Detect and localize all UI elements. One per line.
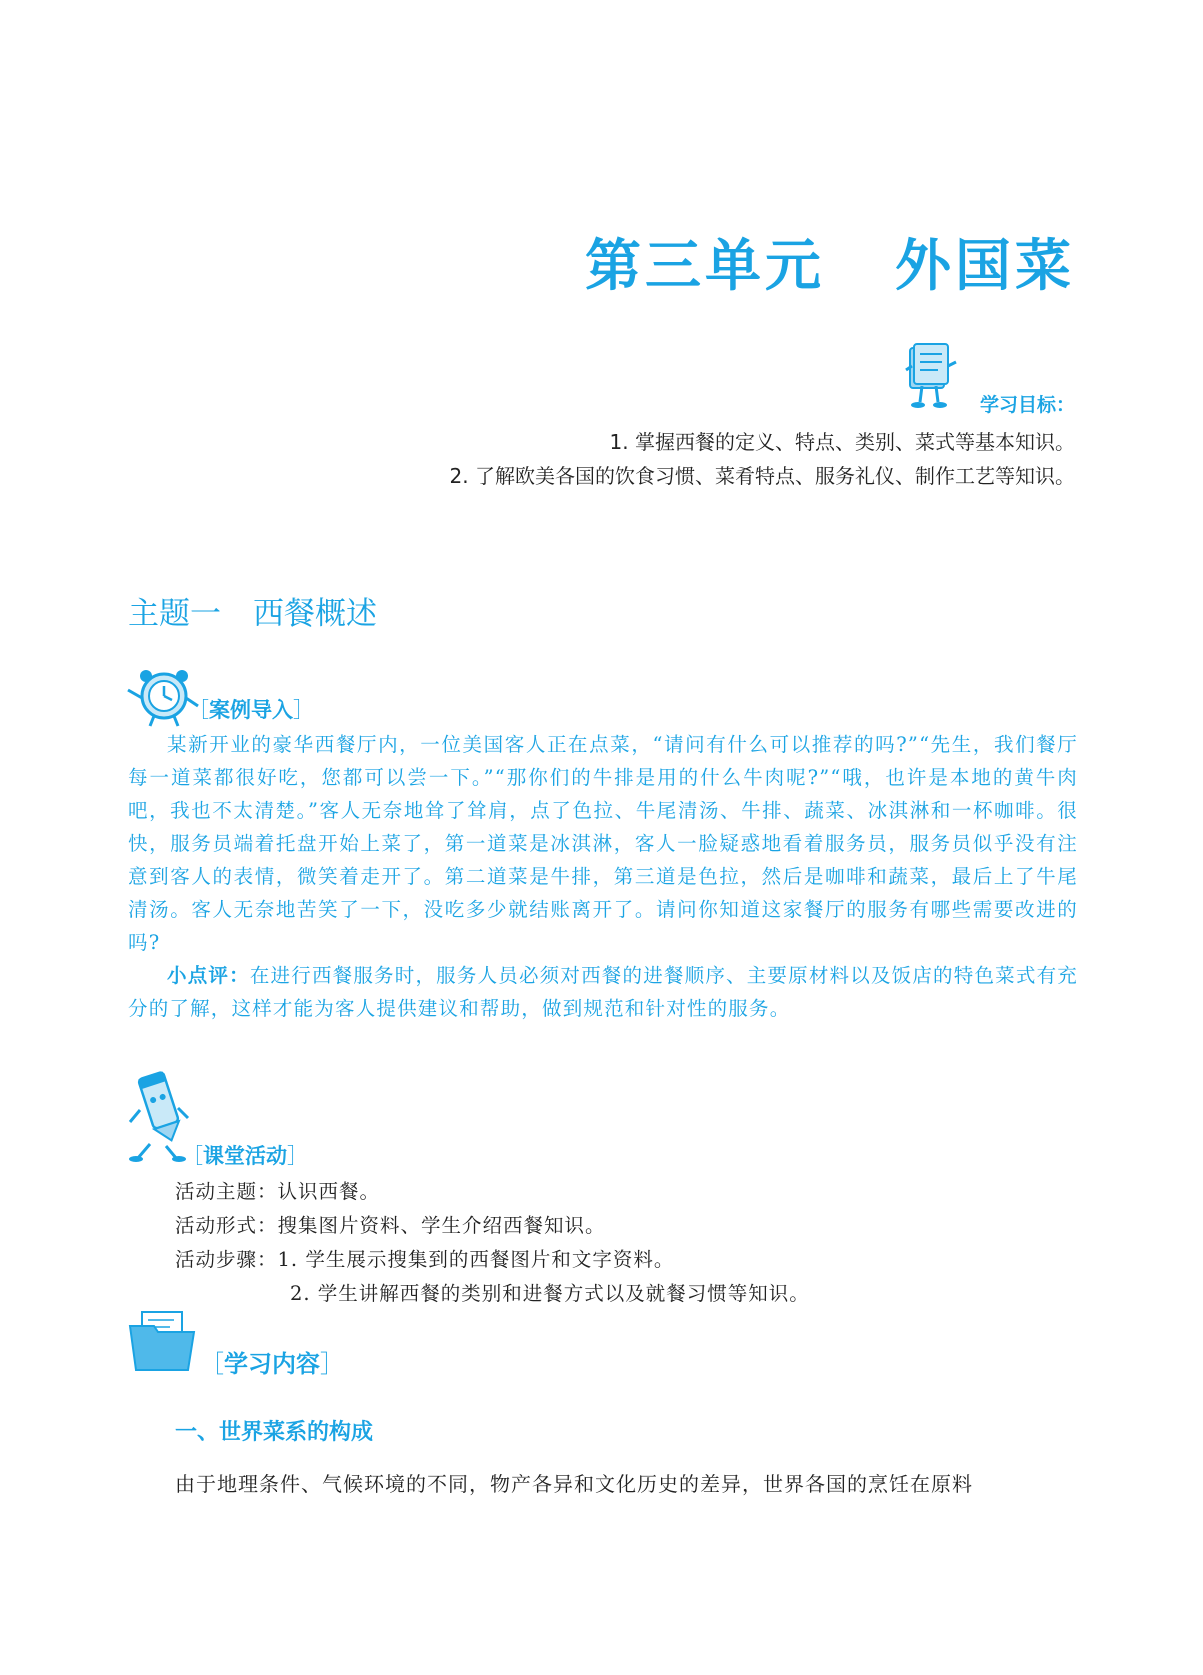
activity-steps [175,1244,674,1272]
study-heading: 一、世界菜系的构成 [175,1419,374,1445]
activity-label: ［课堂活动］ [182,1143,308,1168]
comment-text: 在进行西餐服务时，服务人员必须对西餐的进餐顺序、主要原材料以及饭店的特色菜式有充分的了解，这样才能为客人提供建议和帮助，做到规范和针对性的服务。 [128,964,1078,1020]
activity-theme: 活动主题：认识西餐。 [175,1180,381,1203]
topic-title [128,588,377,633]
case-comment [128,959,1078,1025]
activity-step-1: 1. 学生展示搜集到的西餐图片和文字资料。 [277,1248,675,1271]
objectives-label: 学习目标： [979,394,1075,416]
topic-number: 主题一 [128,596,221,632]
objective-item-2: 2. 了解欧美各国的饮食习惯、菜肴特点、服务礼仪、制作工艺等知识。 [449,464,1075,488]
case-label: ［案例导入］ [188,697,314,722]
case-body [128,728,1078,1025]
unit-title [585,222,1075,302]
study-label: ［学习内容］ [200,1349,344,1378]
topic-name: 西餐概述 [253,596,377,632]
book-mascot-icon [900,340,960,412]
steps-label: 活动步骤： [175,1248,278,1271]
folder-icon [128,1310,198,1372]
case-paragraph: 某新开业的豪华西餐厅内，一位美国客人正在点菜，“请问有什么可以推荐的吗?”“先生，我们餐厅每一道菜都很好吃，您都可以尝一下。”“那你们的牛排是用的什么牛肉呢?”“哦，也许是本地的黄牛肉吧，我也不太清楚。”客人无奈地耸了耸肩，点了色拉、牛尾清汤、牛排、蔬菜、冰淇淋和一杯咖啡。很快，服务员端着托盘开始上菜了，第一道菜是冰淇淋，客人一脸疑惑地看着服务员，服务员似乎没有注意到客人的表情，微笑着走开了。第二道菜是牛排，第三道是色拉，然后是咖啡和蔬菜，最后上了牛尾清汤。客人无奈地苦笑了一下，没吃多少就结账离开了。请问你知道这家餐厅的服务有哪些需要改进的吗? [128,733,1078,954]
objective-item-1: 1. 掌握西餐的定义、特点、类别、菜式等基本知识。 [609,430,1075,454]
study-text: 由于地理条件、气候环境的不同，物产各异和文化历史的差异，世界各国的烹饪在原料 [175,1472,973,1496]
unit-number: 第三单元 [585,233,825,299]
activity-step-2: 2. 学生讲解西餐的类别和进餐方式以及就餐习惯等知识。 [290,1282,810,1305]
unit-name: 外国菜 [895,233,1075,299]
activity-form: 活动形式：搜集图片资料、学生介绍西餐知识。 [175,1214,606,1237]
comment-label: 小点评： [167,964,250,987]
